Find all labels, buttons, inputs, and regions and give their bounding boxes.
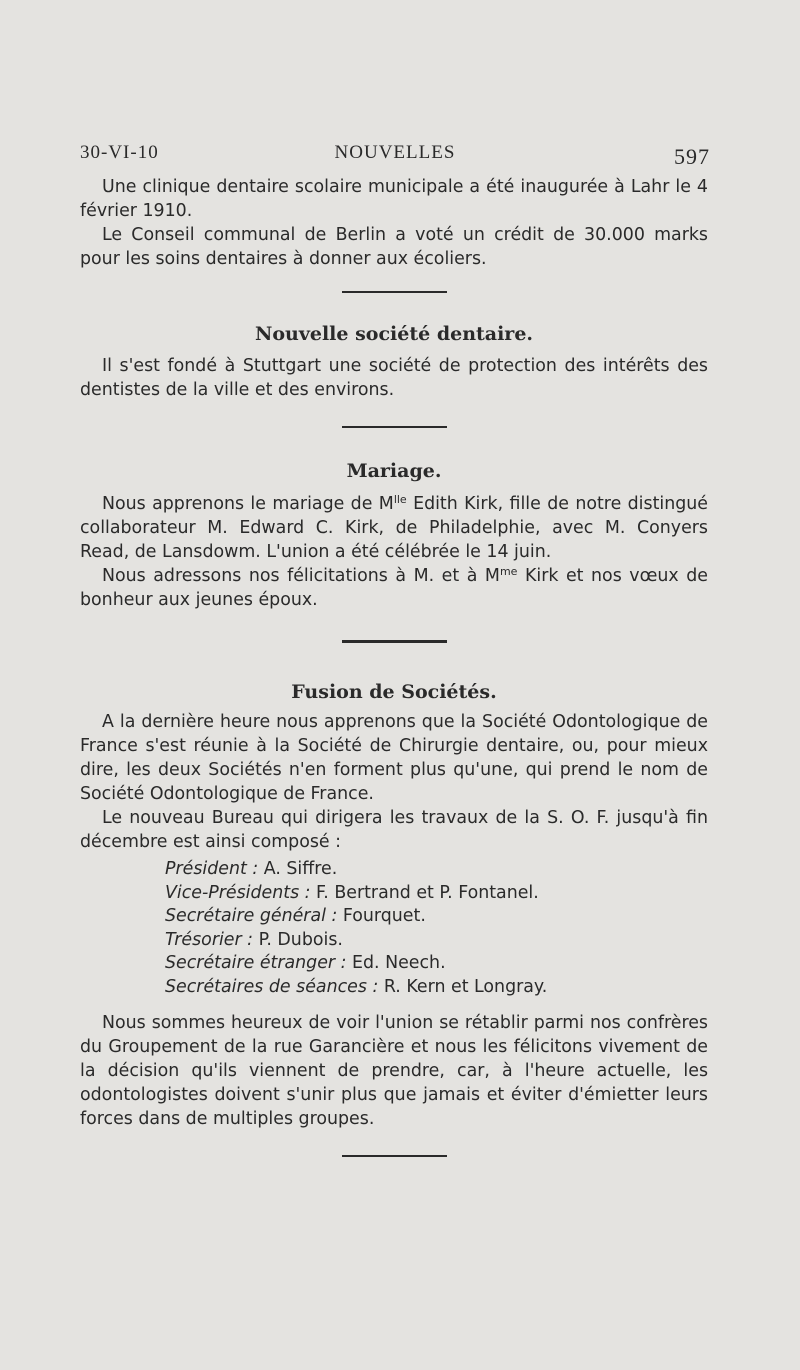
page-number: 597	[674, 144, 710, 169]
section-divider	[342, 1155, 447, 1157]
officer-row: Vice-Présidents : F. Bertrand et P. Fontanel.	[165, 882, 539, 903]
officer-row: Trésorier : P. Dubois.	[165, 929, 343, 950]
officer-row: Secrétaires de séances : R. Kern et Longray.	[165, 976, 548, 997]
officer-row: Secrétaire étranger : Ed. Neech.	[165, 953, 446, 973]
section-heading-mariage: Mariage.	[346, 460, 442, 482]
running-header	[80, 138, 710, 168]
header-section-title: NOUVELLES	[334, 142, 456, 163]
section-heading-fusion: Fusion de Sociétés.	[291, 681, 497, 703]
fusion-paragraph-2: Le nouveau Bureau qui dirigera les travaux de la S. O. F. jusqu'à fin décembre est ainsi composé :	[80, 808, 708, 852]
intro-paragraph-1: Une clinique dentaire scolaire municipale a été inaugurée à Lahr le 4 février 1910.	[80, 177, 708, 221]
intro-paragraph-2: Le Conseil communal de Berlin a voté un crédit de 30.000 marks pour les soins dentaires à donner aux écoliers.	[80, 225, 708, 269]
societe-paragraph: Il s'est fondé à Stuttgart une société de protection des intérêts des dentistes de la ville et des environs.	[80, 356, 708, 400]
fusion-paragraph-3: Nous sommes heureux de voir l'union se rétablir parmi nos confrères du Groupement de la rue Garancière et nous les félicitons vivement de la décision qu'ils viennent de prendre, car, à l'heure actuelle, les odontologistes doivent s'unir plus que jamais et éviter d'émietter leurs forces dans de multiples groupes.	[80, 1013, 708, 1129]
mariage-paragraph-1: Nous apprenons le mariage de $M^{lle}$ Edith Kirk, fille de notre distingué collaborateur M. Edward C. Kirk, de Philadelphie, avec M. Conyers Read, de Lansdowm. L'union a été célébrée le 14 juin.	[80, 493, 709, 562]
section-heading-societe: Nouvelle société dentaire.	[254, 323, 534, 345]
mariage-paragraph-2: Nous adressons nos félicitations à M. et à $M^{me}$ Kirk et nos vœux de bonheur aux jeunes époux.	[80, 565, 708, 610]
officer-row: Secrétaire général : Fourquet.	[165, 906, 426, 926]
article-body	[80, 175, 708, 1157]
officer-row: Président : A. Siffre.	[165, 859, 338, 879]
header-date: 30-VI-10	[80, 142, 159, 163]
fusion-paragraph-1: A la dernière heure nous apprenons que la Société Odontologique de France s'est réunie à la Société de Chirurgie dentaire, ou, pour mieux dire, les deux Sociétés n'en forment plus qu'une, qui prend le nom de Société Odontologique de France.	[80, 712, 708, 804]
officers-list	[165, 858, 708, 999]
